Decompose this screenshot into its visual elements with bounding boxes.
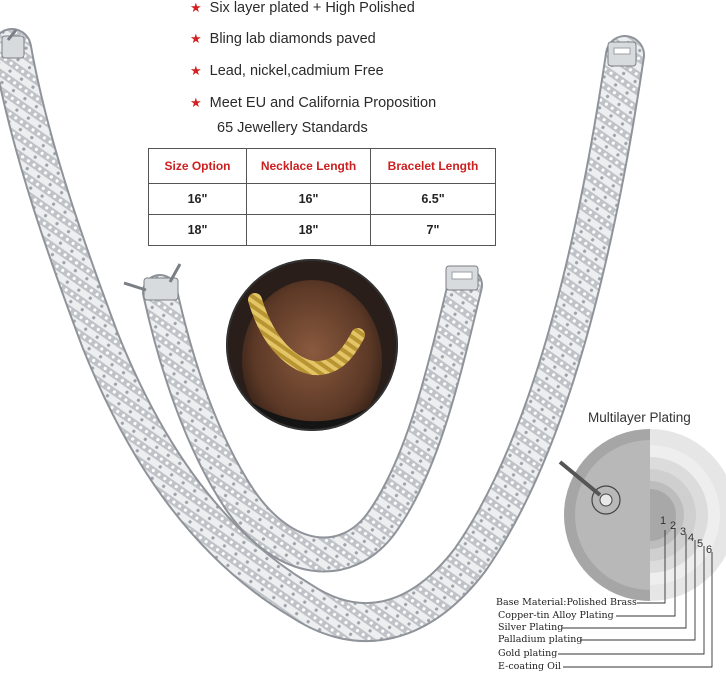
size-table (148, 148, 496, 246)
feature-item (190, 63, 384, 79)
model-photo (226, 259, 398, 440)
header-bracelet-length: Bracelet Length (371, 149, 496, 184)
layer-label: Base Material:Polished Brass (496, 597, 637, 608)
table-cell: 18" (247, 215, 371, 246)
layer-number: 1 (660, 515, 667, 527)
plating-title: Multilayer Plating (588, 410, 691, 425)
star-icon: ★ (190, 95, 202, 110)
header-size-option: Size Option (149, 149, 247, 184)
star-icon: ★ (190, 31, 202, 46)
layer-number: 5 (697, 538, 704, 550)
table-cell: 6.5" (371, 184, 496, 215)
feature-text: Bling lab diamonds paved (209, 31, 376, 47)
star-icon: ★ (190, 0, 202, 15)
feature-text: Six layer plated + High Polished (209, 0, 415, 16)
feature-item (190, 95, 436, 111)
plating-legend (470, 400, 726, 690)
table-cell: 18" (149, 215, 247, 246)
clasp-right-top (608, 42, 636, 66)
table-cell: 16" (149, 184, 247, 215)
feature-item (190, 31, 376, 47)
layer-number: 4 (688, 532, 695, 544)
feature-text: Meet EU and California Proposition (209, 95, 437, 111)
feature-text: Lead, nickel,cadmium Free (209, 63, 384, 79)
layer-number: 6 (706, 544, 713, 556)
table-row (149, 215, 496, 246)
clasp-inner-left (124, 264, 180, 300)
clasp-inner-right (446, 266, 478, 290)
layer-label: Silver Plating (498, 622, 564, 633)
header-necklace-length: Necklace Length (247, 149, 371, 184)
star-icon: ★ (190, 63, 202, 78)
layer-label: Copper-tin Alloy Plating (498, 610, 614, 621)
layer-label: E-coating Oil (498, 661, 561, 672)
layer-label: Gold plating (498, 648, 558, 659)
feature-continuation: 65 Jewellery Standards (217, 120, 368, 136)
table-row (149, 184, 496, 215)
feature-item (190, 0, 415, 16)
layer-number: 2 (670, 520, 677, 532)
layer-number: 3 (680, 526, 687, 538)
layer-label: Palladium plating (498, 634, 583, 645)
table-header-row (149, 149, 496, 184)
table-cell: 7" (371, 215, 496, 246)
table-cell: 16" (247, 184, 371, 215)
